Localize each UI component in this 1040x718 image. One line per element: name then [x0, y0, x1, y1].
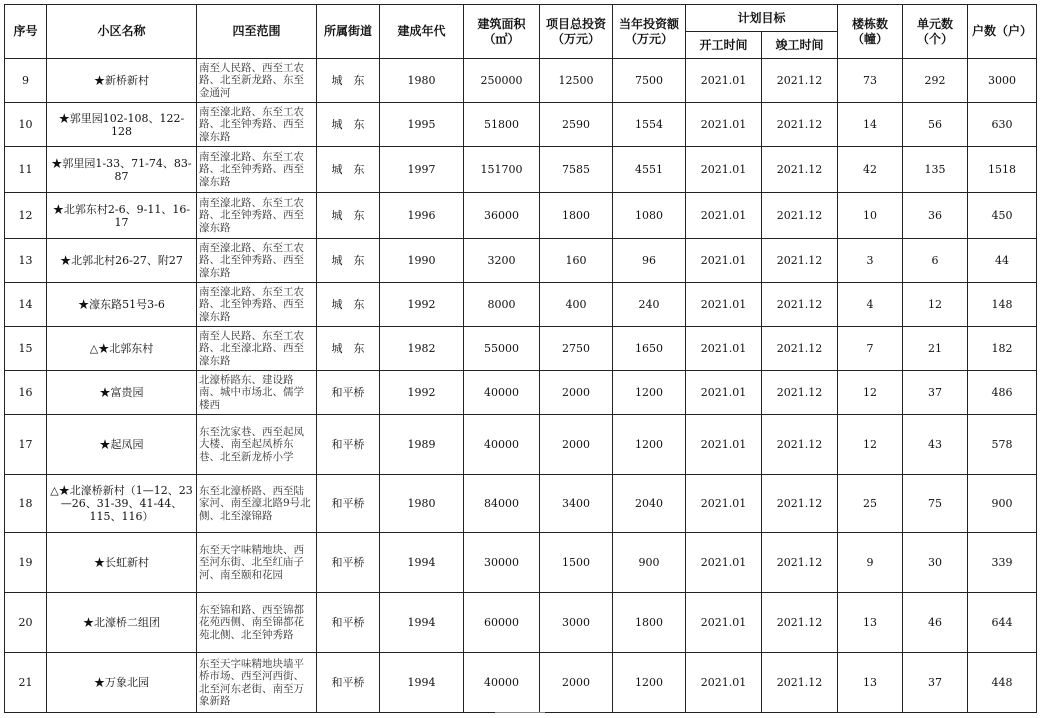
cell-range: 东至北濠桥路、西至陆家河、南至濠北路9号北侧、北至濠锦路 [197, 475, 317, 533]
cell-end: 2021.12 [762, 147, 838, 193]
header-buildings: 楼栋数（幢） [838, 5, 903, 59]
cell-street: 城 东 [317, 283, 380, 327]
cell-start: 2021.01 [686, 193, 762, 239]
cell-units: 30 [903, 533, 968, 593]
cell-start: 2021.01 [686, 103, 762, 147]
cell-year-invest: 96 [613, 239, 686, 283]
cell-units: 36 [903, 193, 968, 239]
table-row [5, 415, 1037, 475]
header-area: 建筑面积（㎡） [464, 5, 540, 59]
cell-seq: 13 [5, 239, 47, 283]
cell-households: 3000 [968, 59, 1037, 103]
renovation-table [4, 4, 1037, 713]
table-row [5, 475, 1037, 533]
cell-households: 182 [968, 327, 1037, 371]
cell-end: 2021.12 [762, 415, 838, 475]
cell-households: 644 [968, 593, 1037, 653]
cell-end: 2021.12 [762, 239, 838, 283]
page-footer-line [495, 712, 545, 713]
cell-name: ★郭里园1-33、71-74、83-87 [47, 147, 197, 193]
cell-street: 城 东 [317, 103, 380, 147]
cell-end: 2021.12 [762, 193, 838, 239]
cell-units: 75 [903, 475, 968, 533]
cell-households: 450 [968, 193, 1037, 239]
cell-buildings: 9 [838, 533, 903, 593]
table-row [5, 147, 1037, 193]
header-start: 开工时间 [686, 32, 762, 59]
cell-year: 1990 [380, 239, 464, 283]
header-households: 户数（户） [968, 5, 1037, 59]
cell-total-invest: 2000 [540, 415, 613, 475]
cell-street: 城 东 [317, 59, 380, 103]
cell-seq: 12 [5, 193, 47, 239]
cell-year-invest: 1200 [613, 371, 686, 415]
cell-year: 1994 [380, 653, 464, 713]
cell-name: △★北郭东村 [47, 327, 197, 371]
table-row [5, 371, 1037, 415]
cell-area: 36000 [464, 193, 540, 239]
cell-units: 56 [903, 103, 968, 147]
cell-units: 292 [903, 59, 968, 103]
cell-buildings: 12 [838, 415, 903, 475]
header-total-invest: 项目总投资（万元） [540, 5, 613, 59]
cell-area: 8000 [464, 283, 540, 327]
cell-total-invest: 7585 [540, 147, 613, 193]
cell-range: 南至人民路、东至工农路、北至濠北路、西至濠东路 [197, 327, 317, 371]
cell-total-invest: 12500 [540, 59, 613, 103]
table-row [5, 593, 1037, 653]
cell-units: 21 [903, 327, 968, 371]
cell-year: 1980 [380, 475, 464, 533]
cell-start: 2021.01 [686, 593, 762, 653]
cell-year-invest: 1650 [613, 327, 686, 371]
cell-total-invest: 2750 [540, 327, 613, 371]
cell-seq: 20 [5, 593, 47, 653]
table-row [5, 533, 1037, 593]
cell-range: 南至濠北路、东至工农路、北至钟秀路、西至濠东路 [197, 239, 317, 283]
cell-total-invest: 3400 [540, 475, 613, 533]
cell-year-invest: 1080 [613, 193, 686, 239]
cell-seq: 14 [5, 283, 47, 327]
cell-seq: 9 [5, 59, 47, 103]
cell-street: 和平桥 [317, 475, 380, 533]
header-plan: 计划目标 [686, 5, 838, 32]
table-row [5, 59, 1037, 103]
cell-households: 900 [968, 475, 1037, 533]
cell-buildings: 14 [838, 103, 903, 147]
cell-buildings: 25 [838, 475, 903, 533]
cell-street: 城 东 [317, 147, 380, 193]
cell-area: 84000 [464, 475, 540, 533]
cell-year: 1995 [380, 103, 464, 147]
cell-seq: 10 [5, 103, 47, 147]
cell-start: 2021.01 [686, 371, 762, 415]
cell-households: 148 [968, 283, 1037, 327]
cell-units: 37 [903, 371, 968, 415]
cell-year: 1997 [380, 147, 464, 193]
cell-range: 南至人民路、西至工农路、北至新龙路、东至金通河 [197, 59, 317, 103]
cell-name: ★新桥新村 [47, 59, 197, 103]
cell-street: 和平桥 [317, 593, 380, 653]
cell-year: 1982 [380, 327, 464, 371]
cell-start: 2021.01 [686, 415, 762, 475]
cell-name: ★濠东路51号3-6 [47, 283, 197, 327]
cell-year: 1994 [380, 533, 464, 593]
cell-start: 2021.01 [686, 239, 762, 283]
cell-total-invest: 1500 [540, 533, 613, 593]
table-row [5, 327, 1037, 371]
cell-area: 40000 [464, 653, 540, 713]
cell-range: 南至濠北路、东至工农路、北至钟秀路、西至濠东路 [197, 193, 317, 239]
cell-units: 135 [903, 147, 968, 193]
cell-households: 578 [968, 415, 1037, 475]
cell-seq: 17 [5, 415, 47, 475]
cell-units: 46 [903, 593, 968, 653]
cell-units: 6 [903, 239, 968, 283]
cell-end: 2021.12 [762, 475, 838, 533]
cell-end: 2021.12 [762, 103, 838, 147]
cell-year-invest: 2040 [613, 475, 686, 533]
cell-range: 南至濠北路、东至工农路、北至钟秀路、西至濠东路 [197, 147, 317, 193]
cell-range: 东至锦和路、西至锦都花苑西侧、南至锦都花苑北侧、北至钟秀路 [197, 593, 317, 653]
cell-total-invest: 1800 [540, 193, 613, 239]
cell-start: 2021.01 [686, 533, 762, 593]
cell-total-invest: 2000 [540, 371, 613, 415]
cell-street: 和平桥 [317, 533, 380, 593]
cell-area: 51800 [464, 103, 540, 147]
cell-buildings: 3 [838, 239, 903, 283]
cell-households: 339 [968, 533, 1037, 593]
cell-year: 1994 [380, 593, 464, 653]
cell-range: 东至天字味精地块、西至河东街、北至红庙子河、南至颐和花园 [197, 533, 317, 593]
cell-buildings: 10 [838, 193, 903, 239]
cell-buildings: 13 [838, 653, 903, 713]
cell-units: 43 [903, 415, 968, 475]
cell-total-invest: 160 [540, 239, 613, 283]
cell-start: 2021.01 [686, 327, 762, 371]
table-row [5, 283, 1037, 327]
cell-total-invest: 400 [540, 283, 613, 327]
cell-units: 12 [903, 283, 968, 327]
cell-year: 1992 [380, 283, 464, 327]
table-row [5, 239, 1037, 283]
cell-area: 30000 [464, 533, 540, 593]
cell-year: 1989 [380, 415, 464, 475]
cell-start: 2021.01 [686, 475, 762, 533]
cell-street: 城 东 [317, 327, 380, 371]
cell-year: 1996 [380, 193, 464, 239]
cell-households: 630 [968, 103, 1037, 147]
cell-street: 和平桥 [317, 653, 380, 713]
cell-start: 2021.01 [686, 653, 762, 713]
cell-end: 2021.12 [762, 371, 838, 415]
header-year: 建成年代 [380, 5, 464, 59]
cell-buildings: 13 [838, 593, 903, 653]
cell-start: 2021.01 [686, 147, 762, 193]
cell-name: △★北濠桥新村（1—12、23—26、31-39、41-44、115、116） [47, 475, 197, 533]
cell-seq: 11 [5, 147, 47, 193]
cell-name: ★北郭北村26-27、附27 [47, 239, 197, 283]
cell-street: 和平桥 [317, 371, 380, 415]
cell-year: 1992 [380, 371, 464, 415]
cell-street: 城 东 [317, 239, 380, 283]
header-seq: 序号 [5, 5, 47, 59]
cell-area: 3200 [464, 239, 540, 283]
cell-total-invest: 3000 [540, 593, 613, 653]
cell-street: 和平桥 [317, 415, 380, 475]
cell-year-invest: 1800 [613, 593, 686, 653]
cell-buildings: 73 [838, 59, 903, 103]
cell-end: 2021.12 [762, 533, 838, 593]
cell-area: 60000 [464, 593, 540, 653]
cell-range: 南至濠北路、东至工农路、北至钟秀路、西至濠东路 [197, 103, 317, 147]
cell-buildings: 42 [838, 147, 903, 193]
header-range: 四至范围 [197, 5, 317, 59]
header-year-invest: 当年投资额（万元） [613, 5, 686, 59]
cell-year-invest: 1200 [613, 653, 686, 713]
cell-name: ★北濠桥二组团 [47, 593, 197, 653]
cell-area: 151700 [464, 147, 540, 193]
cell-buildings: 7 [838, 327, 903, 371]
cell-name: ★北郭东村2-6、9-11、16-17 [47, 193, 197, 239]
header-name: 小区名称 [47, 5, 197, 59]
cell-area: 40000 [464, 415, 540, 475]
cell-year-invest: 1554 [613, 103, 686, 147]
cell-year: 1980 [380, 59, 464, 103]
cell-range: 北濠桥路东、建设路南、城中市场北、儒学楼西 [197, 371, 317, 415]
header-end: 竣工时间 [762, 32, 838, 59]
cell-households: 448 [968, 653, 1037, 713]
cell-year-invest: 1200 [613, 415, 686, 475]
cell-total-invest: 2590 [540, 103, 613, 147]
cell-year-invest: 900 [613, 533, 686, 593]
cell-area: 40000 [464, 371, 540, 415]
cell-end: 2021.12 [762, 593, 838, 653]
cell-buildings: 4 [838, 283, 903, 327]
cell-units: 37 [903, 653, 968, 713]
cell-street: 城 东 [317, 193, 380, 239]
table-row [5, 653, 1037, 713]
cell-range: 东至天字味精地块墙平桥市场、西至河西街、北至河东老街、南至万象新路 [197, 653, 317, 713]
cell-name: ★富贵园 [47, 371, 197, 415]
cell-seq: 21 [5, 653, 47, 713]
cell-households: 44 [968, 239, 1037, 283]
cell-households: 486 [968, 371, 1037, 415]
cell-end: 2021.12 [762, 59, 838, 103]
cell-range: 东至沈家巷、西至起凤大楼、南至起凤桥东巷、北至新龙桥小学 [197, 415, 317, 475]
cell-range: 南至濠北路、东至工农路、北至钟秀路、西至濠东路 [197, 283, 317, 327]
cell-end: 2021.12 [762, 653, 838, 713]
header-units: 单元数（个） [903, 5, 968, 59]
table-row [5, 193, 1037, 239]
cell-seq: 18 [5, 475, 47, 533]
table-row [5, 103, 1037, 147]
header-street: 所属街道 [317, 5, 380, 59]
cell-name: ★起凤园 [47, 415, 197, 475]
cell-start: 2021.01 [686, 59, 762, 103]
cell-seq: 15 [5, 327, 47, 371]
cell-name: ★万象北园 [47, 653, 197, 713]
cell-end: 2021.12 [762, 283, 838, 327]
cell-year-invest: 240 [613, 283, 686, 327]
cell-year-invest: 7500 [613, 59, 686, 103]
cell-end: 2021.12 [762, 327, 838, 371]
cell-buildings: 12 [838, 371, 903, 415]
cell-start: 2021.01 [686, 283, 762, 327]
cell-area: 250000 [464, 59, 540, 103]
cell-households: 1518 [968, 147, 1037, 193]
cell-seq: 19 [5, 533, 47, 593]
cell-total-invest: 2000 [540, 653, 613, 713]
cell-seq: 16 [5, 371, 47, 415]
cell-name: ★长虹新村 [47, 533, 197, 593]
cell-area: 55000 [464, 327, 540, 371]
cell-year-invest: 4551 [613, 147, 686, 193]
cell-name: ★郭里园102-108、122-128 [47, 103, 197, 147]
